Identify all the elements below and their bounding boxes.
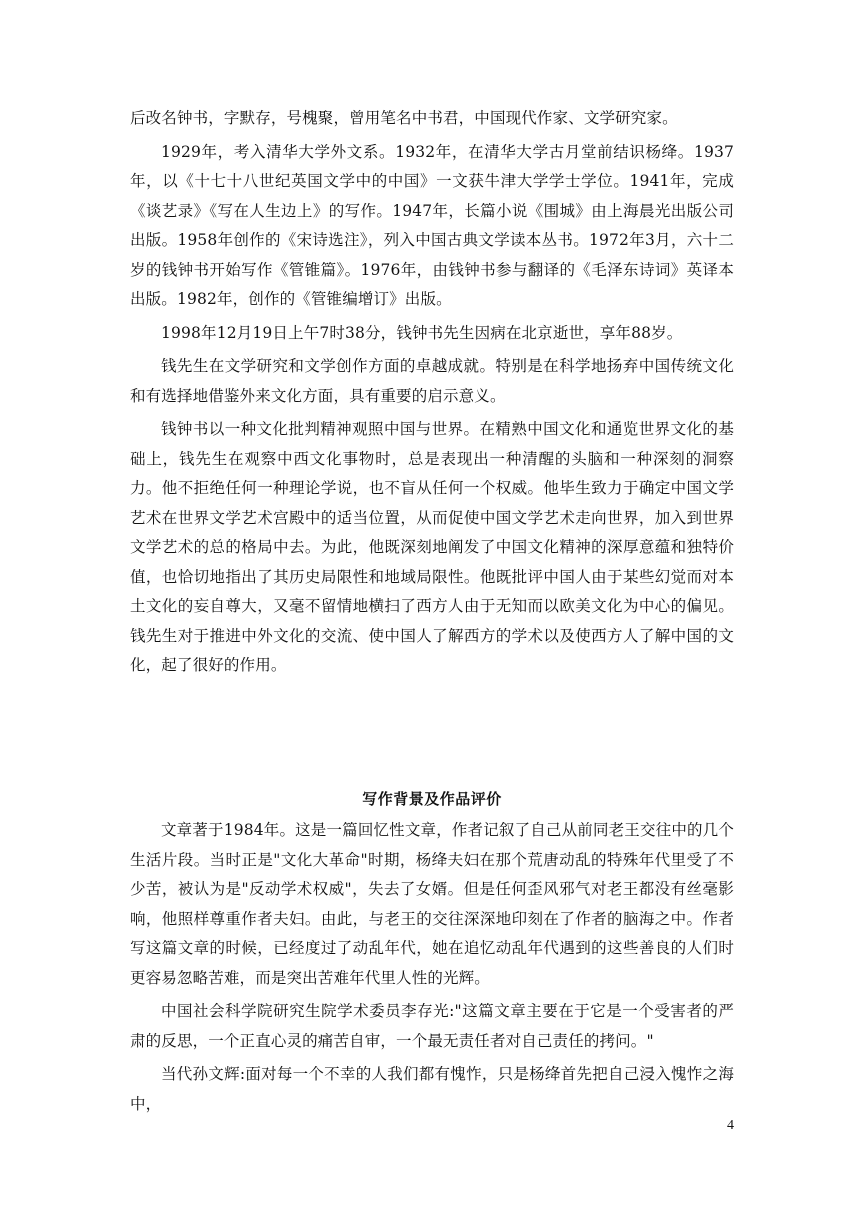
biography-text <box>130 104 734 685</box>
biography-paragraph-4: 钱先生在文学研究和文学创作方面的卓越成就。特别是在科学地扬弃中国传统文化和有选择地借鉴外来文化方面，具有重要的启示意义。 <box>130 357 734 405</box>
biography-paragraph-1: 后改名钟书，字默存，号槐聚，曾用笔名中书君，中国现代作家、文学研究家。 <box>130 109 678 127</box>
section-text <box>130 816 734 1123</box>
biography-paragraph-2: 1929年，考入清华大学外文系。1932年，在清华大学古月堂前结识杨绛。1937年，以《十七十八世纪英国文学中的中国》一文获牛津大学学士学位。1941年，完成《谈艺录》《写在人生边上》的写作。1947年，长篇小说《围城》由上海晨光出版公司出版。1958年创作的《宋诗选注》，列入中国古典文学读本丛书。1972年3月，六十二岁的钱钟书开始写作《管锥篇》。1976年，由钱钟书参与翻译的《毛泽东诗词》英译本出版。1982年，创作的《管锥编增订》出版。 <box>130 142 734 308</box>
page-number: 4 <box>727 1118 734 1133</box>
biography-paragraph-3: 1998年12月19日上午7时38分，钱钟书先生因病在北京逝世，享年88岁。 <box>161 323 683 342</box>
section-paragraph-3: 当代孙文辉:面对每一个不幸的人我们都有愧怍，只是杨绛首先把自己浸入愧怍之海中， <box>130 1065 734 1113</box>
section-heading: 写作背景及作品评价 <box>362 790 502 808</box>
biography-paragraph-5: 钱钟书以一种文化批判精神观照中国与世界。在精熟中国文化和通览世界文化的基础上，钱先生在观察中西文化事物时，总是表现出一种清醒的头脑和一种深刻的洞察力。他不拒绝任何一种理论学说，也不盲从任何一个权威。他毕生致力于确定中国文学艺术在世界文学艺术宫殿中的适当位置，从而促使中国文学艺术走向世界，加入到世界文学艺术的总的格局中去。为此，他既深刻地阐发了中国文化精神的深厚意蕴和独特价值，也恰切地指出了其历史局限性和地域局限性。他既批评中国人由于某些幻觉而对本土文化的妄自尊大，又毫不留情地横扫了西方人由于无知而以欧美文化为中心的偏见。钱先生对于推进中外文化的交流、使中国人了解西方的学术以及使西方人了解中国的文化，起了很好的作用。 <box>130 420 734 674</box>
section-paragraph-2: 中国社会科学院研究生院学术委员李存光:"这篇文章主要在于它是一个受害者的严肃的反思，一个正直心灵的痛苦自审，一个最无责任者对自己责任的拷问。" <box>130 1002 734 1050</box>
section-paragraph-1: 文章著于1984年。这是一篇回忆性文章，作者记叙了自己从前同老王交往中的几个生活片段。当时正是"文化大革命"时期，杨绛夫妇在那个荒唐动乱的特殊年代里受了不少苦，被认为是"反动学术权威"，失去了女婿。但是任何歪风邪气对老王都没有丝毫影响，他照样尊重作者夫妇。由此，与老王的交往深深地印刻在了作者的脑海之中。作者写这篇文章的时候，已经度过了动乱年代，她在追忆动乱年代遇到的这些善良的人们时更容易忽略苦难，而是突出苦难年代里人性的光辉。 <box>130 821 734 987</box>
